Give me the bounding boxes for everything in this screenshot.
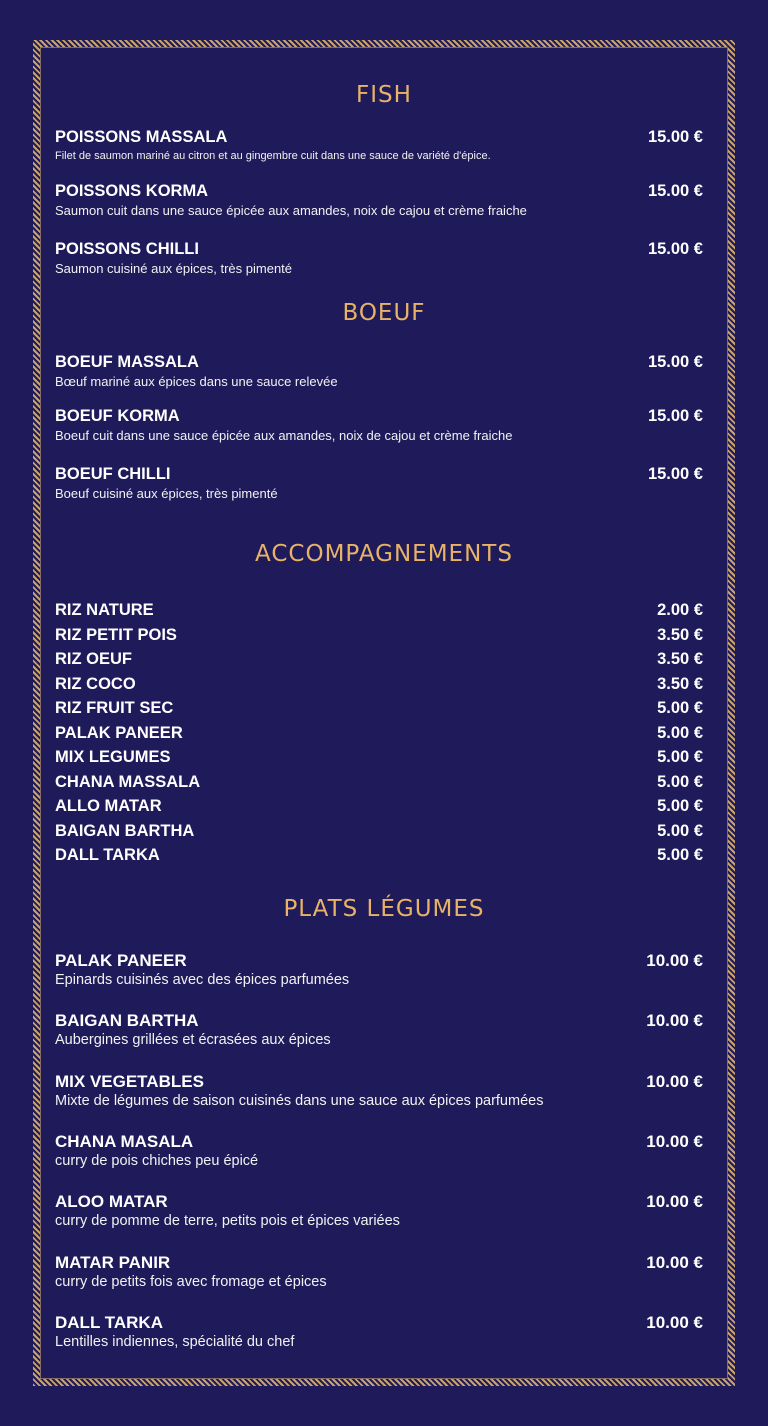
item-name: ALOO MATAR — [55, 1192, 168, 1211]
item-description: Lentilles indiennes, spécialité du chef — [55, 1334, 295, 1350]
item-description: Aubergines grillées et écrasées aux épices — [55, 1032, 331, 1048]
item-price: 3.50 € — [657, 626, 703, 644]
item-name: BAIGAN BARTHA — [55, 822, 195, 840]
item-price: 10.00 € — [646, 1192, 703, 1211]
item-name: RIZ NATURE — [55, 601, 154, 619]
item-price: 15.00 € — [647, 240, 703, 258]
item-name: DALL TARKA — [55, 1313, 163, 1332]
item-name: POISSONS KORMA — [55, 182, 209, 200]
item-description: Mixte de légumes de saison cuisinés dans une sauce aux épices parfumées — [55, 1093, 544, 1109]
item-name: DALL TARKA — [55, 846, 160, 864]
section-title-accompagnements: ACCOMPAGNEMENTS — [255, 541, 513, 567]
item-description: curry de petits fois avec fromage et épices — [55, 1274, 327, 1290]
item-name: MIX LEGUMES — [55, 748, 171, 766]
section-title-legumes: PLATS LÉGUMES — [283, 896, 485, 922]
item-name: POISSONS MASSALA — [55, 128, 228, 146]
item-price: 5.00 € — [657, 846, 703, 864]
item-price: 5.00 € — [657, 773, 703, 791]
item-price: 3.50 € — [657, 650, 703, 668]
item-price: 3.50 € — [657, 675, 703, 693]
item-price: 15.00 € — [647, 407, 703, 425]
item-description: Saumon cuit dans une sauce épicée aux amandes, noix de cajou et crème fraiche — [55, 203, 527, 218]
item-name: PALAK PANEER — [55, 724, 183, 742]
section-title-boeuf: BOEUF — [342, 300, 426, 326]
item-price: 15.00 € — [647, 128, 703, 146]
item-description: curry de pomme de terre, petits pois et épices variées — [55, 1213, 400, 1229]
item-name: PALAK PANEER — [55, 951, 187, 970]
item-name: ALLO MATAR — [55, 797, 162, 815]
item-price: 10.00 € — [646, 1011, 703, 1030]
item-name: BOEUF KORMA — [55, 407, 180, 425]
item-name: MIX VEGETABLES — [55, 1072, 204, 1091]
item-price: 5.00 € — [657, 748, 703, 766]
item-description: Saumon cuisiné aux épices, très pimenté — [55, 261, 293, 276]
item-name: BOEUF MASSALA — [55, 353, 199, 371]
item-name: BOEUF CHILLI — [55, 465, 171, 483]
item-name: POISSONS CHILLI — [55, 240, 199, 258]
item-price: 10.00 € — [646, 951, 703, 970]
item-name: RIZ COCO — [55, 675, 136, 693]
item-name: MATAR PANIR — [55, 1253, 171, 1272]
item-price: 15.00 € — [647, 465, 703, 483]
item-description: Epinards cuisinés avec des épices parfumées — [55, 972, 350, 988]
item-name: BAIGAN BARTHA — [55, 1011, 199, 1030]
item-price: 5.00 € — [657, 822, 703, 840]
item-price: 15.00 € — [647, 353, 703, 371]
item-description: Filet de saumon mariné au citron et au gingembre cuit dans une sauce de variété d'épice. — [55, 150, 491, 162]
item-price: 10.00 € — [646, 1132, 703, 1151]
item-price: 10.00 € — [646, 1313, 703, 1332]
section-title-fish: FISH — [356, 82, 412, 108]
item-price: 2.00 € — [657, 601, 703, 619]
item-price: 10.00 € — [646, 1253, 703, 1272]
item-price: 5.00 € — [657, 699, 703, 717]
item-name: RIZ OEUF — [55, 650, 132, 668]
item-description: Bœuf mariné aux épices dans une sauce relevée — [55, 374, 338, 389]
item-description: Boeuf cuisiné aux épices, très pimenté — [55, 486, 278, 501]
item-name: CHANA MASALA — [55, 1132, 194, 1151]
item-price: 5.00 € — [657, 797, 703, 815]
item-name: CHANA MASSALA — [55, 773, 201, 791]
item-price: 15.00 € — [647, 182, 703, 200]
item-description: Boeuf cuit dans une sauce épicée aux amandes, noix de cajou et crème fraiche — [55, 428, 513, 443]
item-price: 5.00 € — [657, 724, 703, 742]
item-name: RIZ FRUIT SEC — [55, 699, 174, 717]
item-price: 10.00 € — [646, 1072, 703, 1091]
item-description: curry de pois chiches peu épicé — [55, 1153, 259, 1169]
item-name: RIZ PETIT POIS — [55, 626, 177, 644]
